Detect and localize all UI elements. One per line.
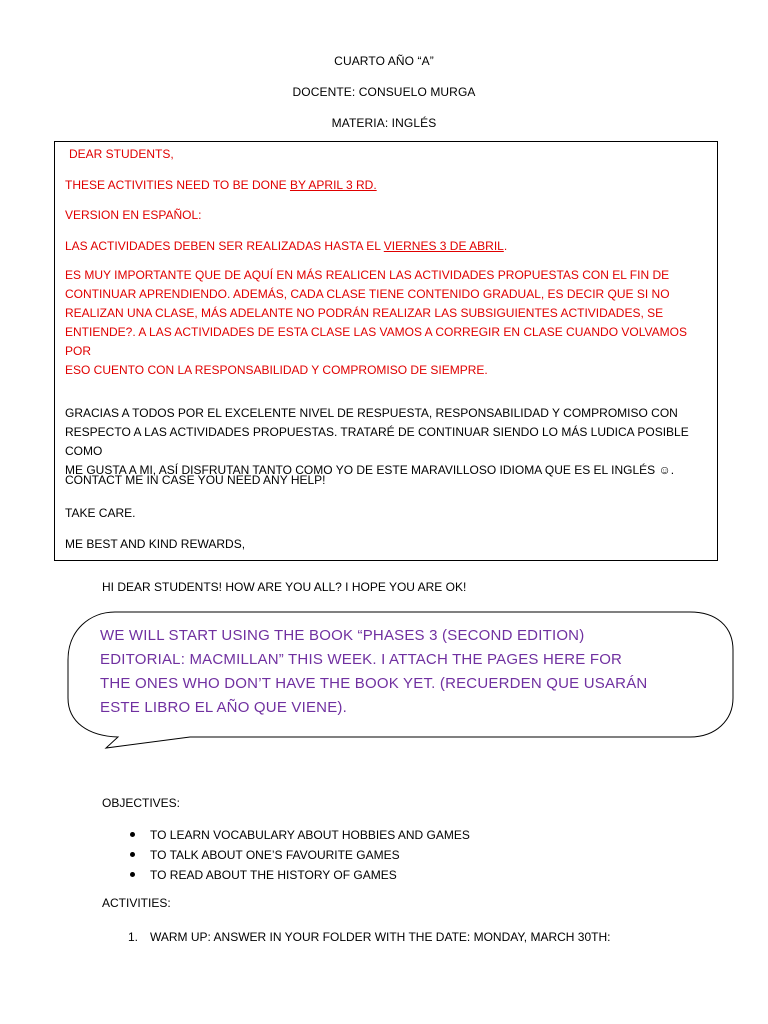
bubble-line: WE WILL START USING THE BOOK “PHASES 3 (SECOND EDITION) [100,627,585,644]
objectives-list [130,825,470,885]
deadline-es-date: VIERNES 3 DE ABRIL [383,239,504,253]
spanish-version-label: VERSION EN ESPAÑOL: [65,208,202,222]
take-care-line: TAKE CARE. [65,506,136,520]
bubble-line: EDITORIAL: MACMILLAN” THIS WEEK. I ATTACH THE PAGES HERE FOR [100,651,623,668]
bubble-text [100,624,660,720]
important-line: CONTINUAR APRENDIENDO. ADEMÁS, CADA CLASE TIENE CONTENIDO GRADUAL, ES DECIR QUE SI NO [65,287,670,301]
deadline-es-prefix: LAS ACTIVIDADES DEBEN SER REALIZADAS HASTA EL [65,239,384,253]
thanks-line: RESPECTO A LAS ACTIVIDADES PROPUESTAS. TRATARÉ DE CONTINUAR SIENDO LO MÁS LUDICA POSIBLE COMO [65,425,689,458]
objectives-title: OBJECTIVES: [102,796,181,810]
contact-line: CONTACT ME IN CASE YOU NEED ANY HELP! [65,473,326,487]
list-item: TO READ ABOUT THE HISTORY OF GAMES [130,865,470,885]
activity-number: 1. [128,930,139,944]
important-line: REALIZAN UNA CLASE, MÁS ADELANTE NO PODRÁN REALIZAR LAS SUBSIGUIENTES ACTIVIDADES, SE [65,306,664,320]
teacher-name: DOCENTE: CONSUELO MURGA [292,85,476,99]
thanks-line: ME GUSTA A MI, ASÍ DISFRUTAN TANTO COMO YO DE ESTE MARAVILLOSO IDIOMA QUE ES EL INGLÉS ☺. [65,463,675,477]
important-line: ENTIENDE?. A LAS ACTIVIDADES DE ESTA CLASE LAS VAMOS A CORREGIR EN CLASE CUANDO VOLVAMOS POR [65,325,687,358]
deadline-es-suffix: . [503,239,508,253]
thanks-line: GRACIAS A TODOS POR EL EXCELENTE NIVEL DE RESPUESTA, RESPONSABILIDAD Y COMPROMISO CON [65,406,678,420]
bubble-line: ESTE LIBRO EL AÑO QUE VIENE). [100,699,347,716]
activities-title: ACTIVITIES: [102,896,171,910]
activity-text: WARM UP: ANSWER IN YOUR FOLDER WITH THE DATE: MONDAY, MARCH 30TH: [150,930,611,944]
closing-line: ME BEST AND KIND REWARDS, [65,537,246,551]
important-line: ESO CUENTO CON LA RESPONSABILIDAD Y COMPROMISO DE SIEMPRE. [65,363,488,377]
deadline-date: BY APRIL 3 RD. [289,178,377,192]
list-item: TO TALK ABOUT ONE’S FAVOURITE GAMES [130,845,470,865]
list-item: TO LEARN VOCABULARY ABOUT HOBBIES AND GAMES [130,825,470,845]
course-title: CUARTO AÑO “A” [334,54,434,68]
hello-line: HI DEAR STUDENTS! HOW ARE YOU ALL? I HOPE YOU ARE OK! [102,580,467,594]
important-line: ES MUY IMPORTANTE QUE DE AQUÍ EN MÁS REALICEN LAS ACTIVIDADES PROPUESTAS CON EL FIN DE [65,268,670,282]
subject-name: MATERIA: INGLÉS [331,116,437,130]
activity-item [128,928,611,947]
deadline-prefix: THESE ACTIVITIES NEED TO BE DONE [65,178,290,192]
greeting: DEAR STUDENTS, [69,147,174,161]
bubble-line: THE ONES WHO DON’T HAVE THE BOOK YET. (RECUERDEN QUE USARÁN [100,675,648,692]
